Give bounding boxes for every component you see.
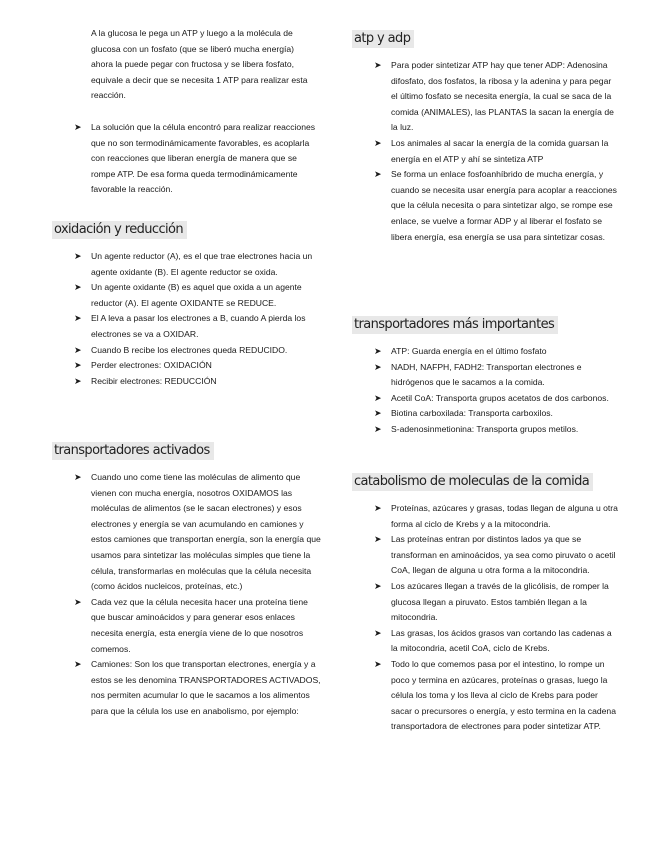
list-item: ➤ Las proteínas entran por distintos lados ya que se transforman en aminoácidos, ya sea como piruvato o acetil CoA, llegan de alguna u otra forma a la mitocondria. [374,534,616,576]
bullet-arrow-icon: ➤ [74,251,82,261]
list-item: ➤ NADH, NAFPH, FADH2: Transportan electrones e hidrógenos que le sacamos a la comida. [374,361,582,388]
section-heading-atp: atp y adp [352,30,414,48]
atp-list [374,58,619,245]
bullet-arrow-icon: ➤ [374,169,382,180]
list-item: ➤ Todo lo que comemos pasa por el intestino, lo rompe un poco y termina en azúcares, proteínas o grasas, luego la célula los toma y los lleva al ciclo de Krebs para poder sacar o precursores o energía, y esto termina en la cadena transportadora de electrones para poder sintetizar ATP. [374,658,616,732]
list-item: ➤ Cuando uno come tiene las moléculas de alimento que vienen con mucha energía, nosotros OXIDAMOS las moléculas de alimentos (se le sacan electrones) y esos electrones y energía se van acumulando en camiones y estos camiones que transportan energía, son la energía que usamos para sintetizar las moléculas simples que tiene la célula, transformarlas en moléculas que la célula necesita (como ácidos nucleicos, proteínas, etc.) [74,472,321,592]
bullet-arrow-icon: ➤ [74,122,82,132]
bullet-arrow-icon: ➤ [74,596,82,607]
catabolismo-list [374,501,619,735]
bullet-arrow-icon: ➤ [374,137,382,148]
bullet-arrow-icon: ➤ [374,361,382,372]
bullet-arrow-icon: ➤ [374,534,382,545]
bullet-arrow-icon: ➤ [374,423,382,434]
list-item: ➤ Las grasas, los ácidos grasos van cortando las cadenas a la mitocondria, acetil CoA, ciclo de Krebs. [374,627,612,654]
list-item: ➤ Un agente oxidante (B) es aquel que oxida a un agente reductor (A). El agente OXIDANTE se REDUCE. [74,282,302,308]
list-item: ➤ Proteínas, azúcares y grasas, todas llegan de alguna u otra forma al ciclo de Krebs y a la mitocondria. [374,503,618,529]
bullet-arrow-icon: ➤ [74,659,82,670]
oxidacion-list [74,249,321,389]
list-item: ➤ Los azúcares llegan a través de la glicólisis, de romper la glucosa llegan a piruvato. Estos también llegan a la mitocondria. [374,580,609,623]
list-item: ➤ Camiones: Son los que transportan electrones, energía y a estos se les denomina TRANSPORTADORES ACTIVADOS, nos permiten acumular lo que le sacamos a los alimentos para que la célula los use en anabolismo, por ejemplo: [74,659,321,716]
list-item: ➤ Se forma un enlace fosfoanhíbrido de mucha energía, y cuando se necesita usar energía para acoplar a reacciones que la célula necesita o para sintetizar algo, se rompe ese enlace, se vuelve a formar ADP y al liberar el fosfato se libera energía, esa energía se usa para sintetizar cosas. [374,169,617,242]
bullet-arrow-icon: ➤ [74,344,82,355]
list-item: ➤ Cuando B recibe los electrones queda REDUCIDO. [91,343,321,359]
section-heading-importantes: transportadores más importantes [352,316,558,334]
list-item: ➤ Los animales al sacar la energía de la comida guarsan la energía en el ATP y ahí se sintetiza ATP [374,137,609,164]
bullet-arrow-icon: ➤ [374,658,382,669]
transportadores-list [74,470,321,720]
list-item: ➤ Para poder sintetizar ATP hay que tener ADP: Adenosina difosfato, dos fosfatos, la ribosa y la adenina y para pegar el último fosfato se necesita energía, la cual se saca de la comida (ANIMALES), las PLANTAS la sacan la energía de la luz. [374,60,614,133]
bullet-arrow-icon: ➤ [74,375,82,386]
bullet-arrow-icon: ➤ [374,580,382,591]
list-item: ➤ S-adenosinmetionina: Transporta grupos metilos. [391,422,619,438]
bullet-arrow-icon: ➤ [74,282,82,293]
intro-paragraph: A la glucosa le pega un ATP y luego a la molécula de glucosa con un fosfato (que se liberó mucha energía) ahora la puede pegar con fructosa y se libera fosfato, equivale a decir que se necesita 1 ATP para realizar esta reacción. [91,28,308,101]
bullet-arrow-icon: ➤ [374,392,382,403]
section-heading-oxidacion: oxidación y reducción [52,221,187,239]
list-item: ➤ Un agente reductor (A), es el que trae electrones hacia un agente oxidante (B). El agente reductor se oxida. [74,251,313,277]
list-item: ➤ El A leva a pasar los electrones a B, cuando A pierda los electrones se va a OXIDAR. [74,313,306,339]
section-heading-transportadores: transportadores activados [52,442,214,460]
bullet-arrow-icon: ➤ [374,346,382,356]
list-item: ➤ Biotina carboxilada: Transporta carboxilos. [391,406,619,422]
bullet-arrow-icon: ➤ [374,60,382,70]
bullet-arrow-icon: ➤ [74,472,82,482]
bullet-arrow-icon: ➤ [374,503,382,513]
importantes-list [374,344,619,438]
list-item: ➤ Perder electrones: OXIDACIÓN [91,358,321,374]
list-item: ➤ Recibir electrones: REDUCCIÓN [91,374,321,390]
bullet-arrow-icon: ➤ [74,313,82,324]
list-item: ➤ ATP: Guarda energía en el último fosfato [391,344,619,360]
list-item: ➤ Acetil CoA: Transporta grupos acetatos de dos carbonos. [391,391,619,407]
intro-bullet-list [74,120,321,198]
section-heading-catabolismo: catabolismo de moleculas de la comida [352,473,593,491]
list-item: ➤ La solución que la célula encontró para realizar reacciones que no son termodinámicamente favorables, es acoplarla con reacciones que liberan energía de manera que se rompe ATP. De esa forma queda termodinámicamente favorable la reacción. [74,122,316,195]
bullet-arrow-icon: ➤ [74,360,82,371]
bullet-arrow-icon: ➤ [374,408,382,419]
bullet-arrow-icon: ➤ [374,627,382,638]
list-item: ➤ Cada vez que la célula necesita hacer una proteína tiene que buscar aminoácidos y para generar esos enlaces necesita energía, esta energía viene de lo que nosotros comemos. [74,596,308,654]
